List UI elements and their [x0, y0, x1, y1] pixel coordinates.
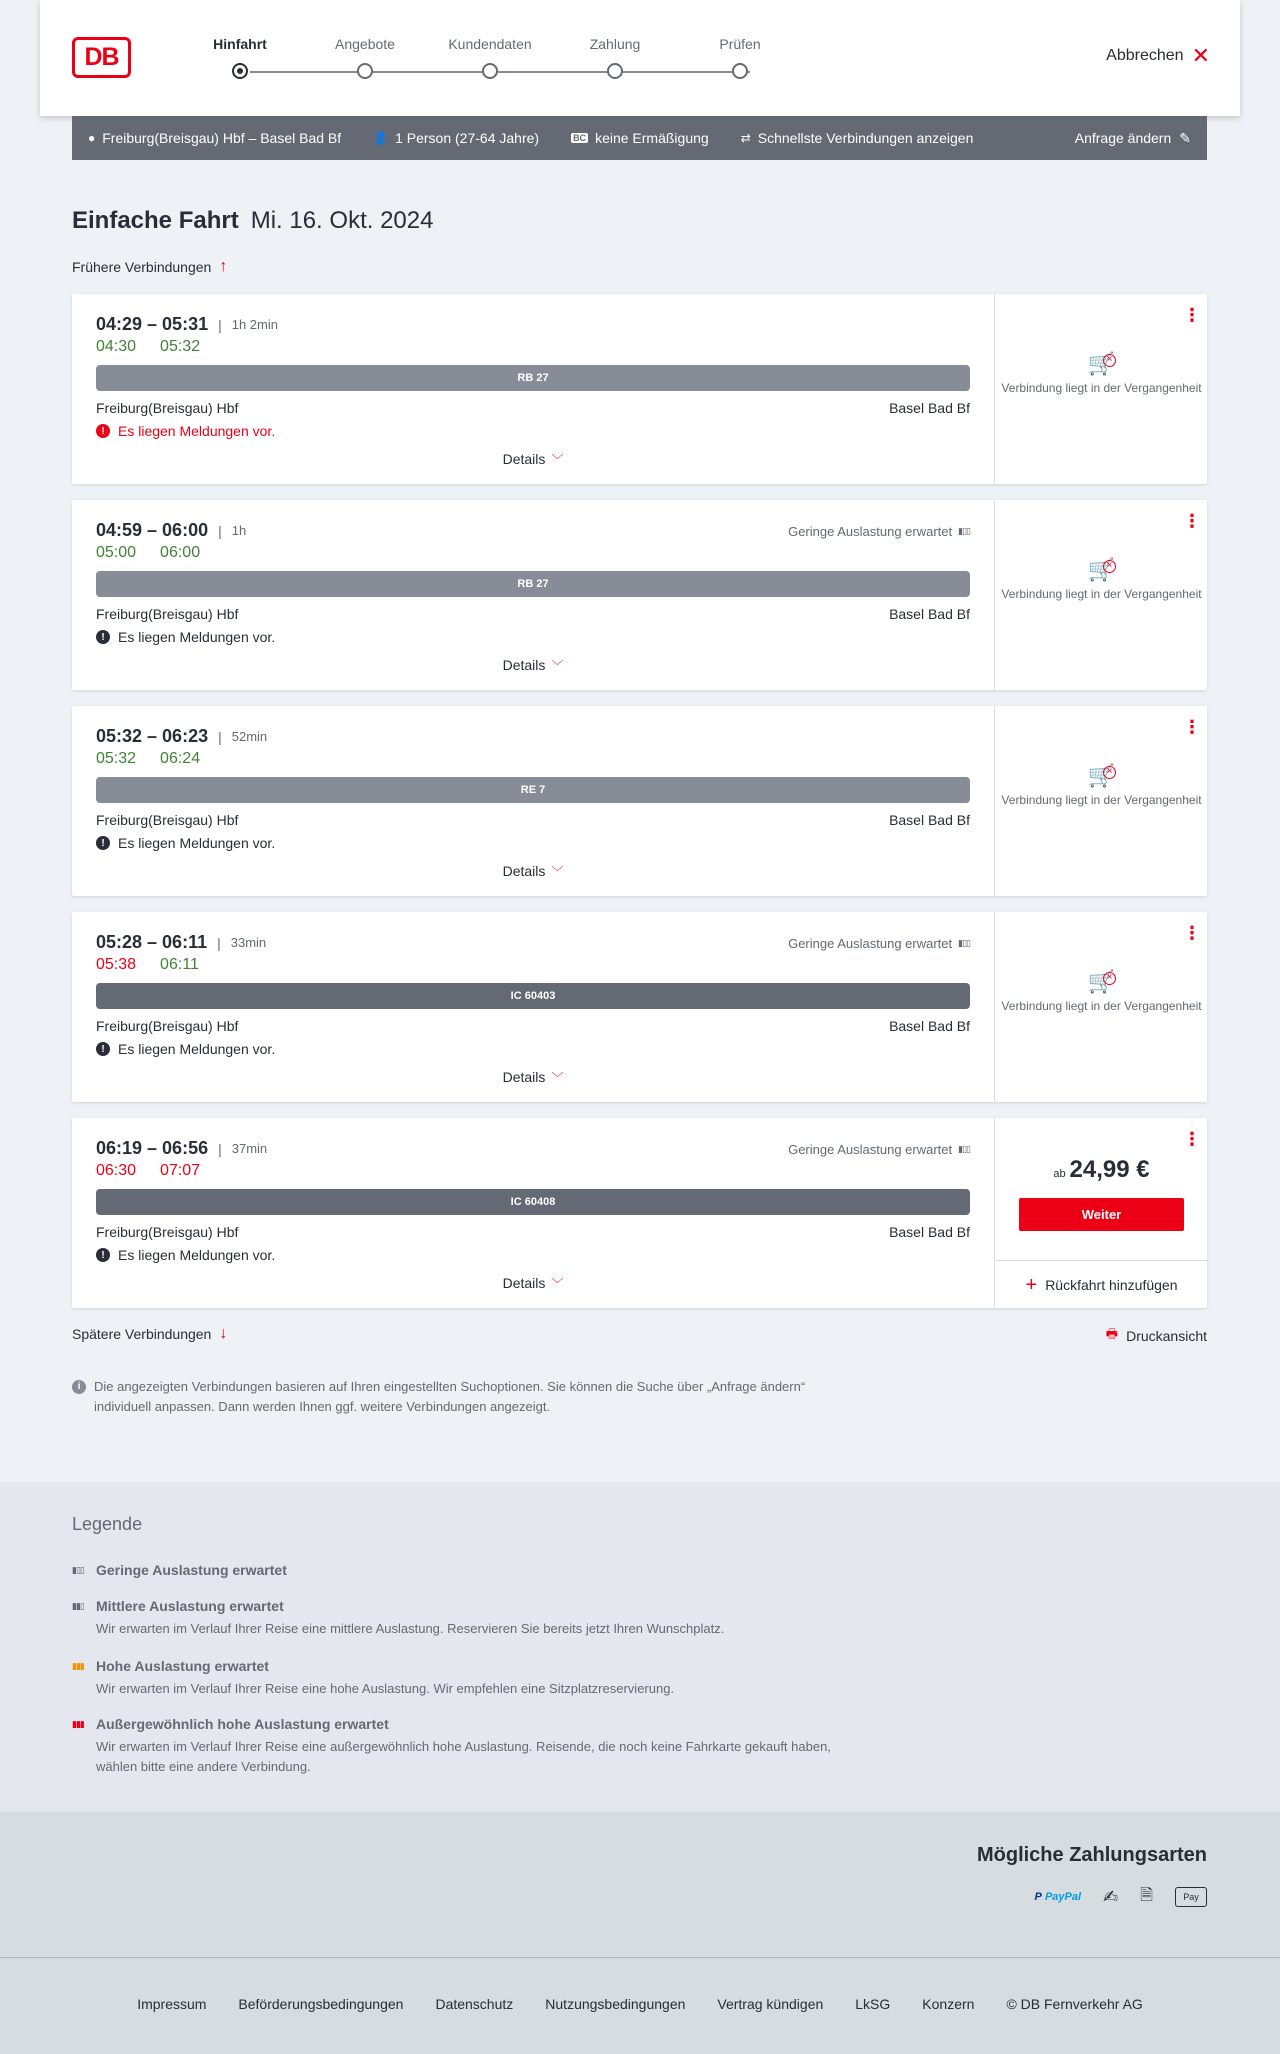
details-toggle[interactable]: [72, 657, 994, 674]
later-connections-label: Spätere Verbindungen: [72, 1326, 212, 1342]
train-bar[interactable]: IC 60403: [96, 983, 970, 1009]
more-options-icon[interactable]: ⋮: [1183, 1129, 1201, 1149]
step-label: Angebote: [335, 36, 395, 52]
cancel-label: Abbrechen: [1106, 47, 1184, 64]
cancel-button[interactable]: [1106, 43, 1210, 68]
search-summary-bar: [72, 116, 1207, 160]
past-connection-text: Verbindung liegt in der Vergangenheit: [1001, 999, 1202, 1013]
schedule-text: 04:29 – 05:31: [96, 314, 209, 334]
alert-icon: !: [96, 1042, 110, 1056]
connection-card: [72, 500, 1207, 690]
stations: [96, 1224, 970, 1240]
offer-panel: [994, 1118, 1207, 1308]
person-icon: 👤: [373, 131, 389, 145]
footer-link-lksg[interactable]: LkSG: [855, 1996, 891, 2012]
location-pin-icon: ●: [88, 131, 96, 145]
offer-panel: [994, 500, 1207, 690]
legend-item: [72, 1562, 852, 1578]
footer: [0, 1957, 1280, 2054]
details-toggle[interactable]: [72, 451, 994, 468]
search-option-summary: [741, 130, 974, 146]
duration: 1h: [231, 523, 247, 538]
step-dot: [732, 63, 748, 79]
footer-link-vertrag-kuendigen[interactable]: Vertrag kündigen: [717, 1996, 824, 2012]
occupancy-exceptional-icon: ▮▮▮: [72, 1718, 84, 1729]
step-dot: [357, 63, 373, 79]
print-view-label: Druckansicht: [1126, 1328, 1207, 1344]
stations: [96, 812, 970, 828]
details-toggle[interactable]: [72, 1275, 994, 1292]
connection-card: [72, 912, 1207, 1102]
legend-item: [72, 1658, 852, 1699]
origin-station: Freiburg(Breisgau) Hbf: [96, 1018, 239, 1034]
occupancy-text: Geringe Auslastung erwartet: [788, 936, 953, 951]
earlier-connections-link[interactable]: [72, 258, 227, 276]
trip-date: Mi. 16. Okt. 2024: [250, 207, 434, 234]
realtime-departure: 05:00: [96, 544, 137, 561]
footer-link-befoerderungsbedingungen[interactable]: Beförderungsbedingungen: [238, 1996, 404, 2012]
divider: |: [218, 316, 222, 333]
origin-station: Freiburg(Breisgau) Hbf: [96, 812, 239, 828]
past-connection-notice: [995, 763, 1208, 808]
chevron-down-icon: ﹀: [551, 453, 564, 467]
cart-unavailable-icon: 🛒 ×: [995, 562, 1208, 578]
destination-station: Basel Bad Bf: [889, 400, 970, 416]
realtime-departure: 06:30: [96, 1162, 137, 1179]
arrow-down-icon: ↓: [219, 1325, 228, 1342]
details-label: Details: [502, 657, 546, 673]
origin-station: Freiburg(Breisgau) Hbf: [96, 1224, 239, 1240]
past-connection-text: Verbindung liegt in der Vergangenheit: [1001, 793, 1202, 807]
earlier-connections-label: Frühere Verbindungen: [72, 259, 212, 275]
pencil-icon: ✎: [1179, 129, 1191, 146]
occupancy-text: Geringe Auslastung erwartet: [788, 524, 953, 539]
disruption-message: [96, 835, 275, 851]
sepa-icon: 🗎: [1140, 1886, 1153, 1904]
legend-description: Wir erwarten im Verlauf Ihrer Reise eine mittlere Auslastung. Reservieren Sie bereits jetzt Ihren Wunschplatz.: [96, 1621, 725, 1636]
continue-button[interactable]: Weiter: [1019, 1198, 1184, 1231]
alert-icon: !: [96, 424, 110, 438]
occupancy-low-icon: ▮▯▯: [958, 938, 970, 948]
duration: 1h 2min: [231, 317, 278, 332]
connection-details: [72, 912, 994, 1102]
plus-icon: +: [1025, 1273, 1038, 1296]
connection-details: [72, 500, 994, 690]
page-title: [72, 207, 433, 235]
price-value: 24,99 €: [1069, 1156, 1150, 1183]
connection-details: [72, 706, 994, 896]
chevron-down-icon: ﹀: [551, 1277, 564, 1291]
details-label: Details: [502, 1069, 546, 1085]
footer-link-konzern[interactable]: Konzern: [922, 1996, 975, 2012]
change-request-button[interactable]: [1075, 130, 1191, 147]
payment-icons: [1035, 1887, 1207, 1907]
connection-card: [72, 294, 1207, 484]
realtime-arrival: 06:24: [160, 750, 201, 767]
header: [40, 0, 1240, 116]
discount-summary: [571, 130, 709, 146]
origin-station: Freiburg(Breisgau) Hbf: [96, 606, 239, 622]
realtime-times: [96, 338, 200, 356]
step-kundendaten[interactable]: [430, 36, 550, 79]
more-options-icon[interactable]: ⋮: [1183, 717, 1201, 737]
stations: [96, 606, 970, 622]
route-text: Freiburg(Breisgau) Hbf – Basel Bad Bf: [102, 130, 342, 146]
occupancy-indicator: [788, 936, 970, 951]
occupancy-text: Geringe Auslastung erwartet: [788, 1142, 953, 1157]
connection-card: [72, 706, 1207, 896]
origin-station: Freiburg(Breisgau) Hbf: [96, 400, 239, 416]
schedule-text: 06:19 – 06:56: [96, 1138, 209, 1158]
legend-item: [72, 1598, 852, 1639]
occupancy-medium-icon: ▮▮▯: [72, 1600, 84, 1611]
more-options-icon[interactable]: ⋮: [1183, 511, 1201, 531]
message-text: Es liegen Meldungen vor.: [118, 1041, 276, 1057]
connection-details: [72, 1118, 994, 1308]
train-bar[interactable]: RB 27: [96, 571, 970, 597]
step-pruefen[interactable]: [680, 36, 800, 79]
printer-icon: 🖶: [1105, 1326, 1119, 1341]
legend-item: [72, 1716, 852, 1777]
step-dot: [482, 63, 498, 79]
occupancy-indicator: [788, 1142, 970, 1157]
train-bar[interactable]: RB 27: [96, 365, 970, 391]
realtime-departure: 05:32: [96, 750, 137, 767]
realtime-times: [96, 956, 199, 974]
scheduled-times: [96, 932, 266, 953]
step-hinfahrt[interactable]: [180, 36, 300, 79]
cart-unavailable-icon: 🛒 ×: [995, 768, 1208, 784]
legend-label: Hohe Auslastung erwartet: [96, 1658, 269, 1674]
footer-links: [0, 1996, 1280, 2012]
arrow-up-icon: ↑: [219, 258, 228, 275]
message-text: Es liegen Meldungen vor.: [118, 423, 276, 439]
disruption-message: [96, 1247, 275, 1263]
occupancy-low-icon: ▮▯▯: [958, 526, 970, 536]
realtime-arrival: 05:32: [160, 338, 201, 355]
db-logo[interactable]: DB: [72, 37, 131, 78]
info-icon: i: [72, 1380, 86, 1394]
realtime-times: [96, 750, 200, 768]
message-text: Es liegen Meldungen vor.: [118, 629, 276, 645]
info-notice: [72, 1377, 852, 1417]
destination-station: Basel Bad Bf: [889, 812, 970, 828]
realtime-departure: 04:30: [96, 338, 137, 355]
divider: |: [218, 728, 222, 745]
destination-station: Basel Bad Bf: [889, 606, 970, 622]
train-bar[interactable]: IC 60408: [96, 1189, 970, 1215]
details-label: Details: [502, 863, 546, 879]
details-toggle[interactable]: [72, 863, 994, 880]
details-label: Details: [502, 1275, 546, 1291]
step-dot: [232, 63, 248, 79]
route-summary: [88, 130, 341, 146]
legend-label: Mittlere Auslastung erwartet: [96, 1598, 284, 1614]
price: [995, 1156, 1208, 1184]
message-text: Es liegen Meldungen vor.: [118, 835, 276, 851]
footer-link-datenschutz[interactable]: Datenschutz: [435, 1996, 514, 2012]
disruption-message: [96, 423, 275, 439]
paypal-icon: P PayPal: [1034, 1891, 1082, 1903]
occupancy-high-icon: ▮▮▮: [72, 1660, 84, 1671]
footer-copyright: © DB Fernverkehr AG: [1006, 1996, 1143, 2012]
price-prefix: ab: [1053, 1168, 1066, 1180]
realtime-arrival: 06:00: [160, 544, 201, 561]
cart-unavailable-icon: 🛒 ×: [995, 974, 1208, 990]
travellers-text: 1 Person (27-64 Jahre): [395, 130, 540, 146]
close-icon: ✕: [1191, 43, 1210, 68]
change-request-label: Anfrage ändern: [1074, 130, 1172, 146]
legend-description: Wir erwarten im Verlauf Ihrer Reise eine außergewöhnlich hohe Auslastung. Reisende, die noch keine Fahrkarte gekauft haben, wählen bitte eine andere Verbindung.: [96, 1739, 831, 1774]
scheduled-times: [96, 726, 267, 747]
duration: 37min: [231, 1141, 268, 1156]
add-return-label: Rückfahrt hinzufügen: [1045, 1276, 1178, 1293]
bahncard-icon: BC: [573, 133, 587, 143]
divider: |: [218, 1140, 222, 1157]
later-connections-link[interactable]: [72, 1325, 227, 1343]
add-return-trip-button[interactable]: [995, 1260, 1208, 1308]
info-text: Die angezeigten Verbindungen basieren auf Ihren eingestellten Suchoptionen. Sie können die Suche über „Anfrage ändern“ individuell anpassen. Dann werden Ihnen ggf. weitere Verbindungen angezeigt.: [94, 1379, 806, 1414]
footer-link-nutzungsbedingungen[interactable]: Nutzungsbedingungen: [545, 1996, 686, 2012]
step-label: Prüfen: [719, 36, 761, 52]
divider: |: [217, 934, 221, 951]
past-connection-notice: [995, 351, 1208, 396]
past-connection-notice: [995, 557, 1208, 602]
progress-stepper: [180, 36, 780, 86]
disruption-message: [96, 1041, 275, 1057]
alert-icon: !: [96, 1248, 110, 1262]
search-option-text: Schnellste Verbindungen anzeigen: [757, 130, 974, 146]
schedule-text: 05:28 – 06:11: [96, 932, 208, 952]
divider: |: [218, 522, 222, 539]
scheduled-times: [96, 520, 246, 541]
footer-link-impressum[interactable]: Impressum: [137, 1996, 207, 2012]
trip-type: Einfache Fahrt: [72, 207, 239, 234]
past-connection-text: Verbindung liegt in der Vergangenheit: [1001, 587, 1202, 601]
offer-panel: [994, 912, 1207, 1102]
connection-card: [72, 1118, 1207, 1308]
paypal-label: PayPal: [1044, 1891, 1082, 1903]
payment-methods-section: [0, 1812, 1280, 1957]
step-label: Hinfahrt: [213, 36, 267, 52]
realtime-arrival: 06:11: [160, 956, 199, 973]
step-zahlung[interactable]: [555, 36, 675, 79]
past-connection-text: Verbindung liegt in der Vergangenheit: [1001, 381, 1202, 395]
realtime-arrival: 07:07: [160, 1162, 201, 1179]
apple-pay-icon: Pay: [1175, 1887, 1207, 1907]
more-options-icon[interactable]: ⋮: [1183, 305, 1201, 325]
realtime-times: [96, 1162, 200, 1180]
offer-panel: [994, 294, 1207, 484]
connection-details: [72, 294, 994, 484]
cart-unavailable-icon: 🛒 ×: [995, 356, 1208, 372]
chevron-down-icon: ﹀: [551, 659, 564, 673]
legend-description: Wir erwarten im Verlauf Ihrer Reise eine hohe Auslastung. Wir empfehlen eine Sitzplatzreservierung.: [96, 1681, 675, 1696]
offer-panel: [994, 706, 1207, 896]
alert-icon: !: [96, 836, 110, 850]
schedule-text: 04:59 – 06:00: [96, 520, 209, 540]
schedule-text: 05:32 – 06:23: [96, 726, 209, 746]
destination-station: Basel Bad Bf: [889, 1224, 970, 1240]
past-connection-notice: [995, 969, 1208, 1014]
message-text: Es liegen Meldungen vor.: [118, 1247, 276, 1263]
legend-title: Legende: [72, 1514, 143, 1534]
step-label: Zahlung: [589, 36, 641, 52]
step-angebote[interactable]: [305, 36, 425, 79]
details-toggle[interactable]: [72, 1069, 994, 1086]
scheduled-times: [96, 314, 278, 335]
step-label: Kundendaten: [448, 36, 532, 52]
duration: 52min: [231, 729, 268, 744]
duration: 33min: [230, 935, 267, 950]
train-bar[interactable]: RE 7: [96, 777, 970, 803]
print-view-link[interactable]: [1106, 1325, 1207, 1347]
chevron-down-icon: ﹀: [551, 1071, 564, 1085]
disruption-message: [96, 629, 275, 645]
occupancy-low-icon: ▮▯▯: [958, 1144, 970, 1154]
occupancy-low-icon: ▮▯▯: [72, 1564, 84, 1575]
legend-label: Außergewöhnlich hohe Auslastung erwartet: [96, 1716, 389, 1732]
travellers-summary: [373, 130, 539, 146]
more-options-icon[interactable]: ⋮: [1183, 923, 1201, 943]
step-dot: [607, 63, 623, 79]
legend-section: [0, 1482, 1280, 1812]
details-label: Details: [502, 451, 546, 467]
scheduled-times: [96, 1138, 267, 1159]
realtime-times: [96, 544, 200, 562]
swap-arrows-icon: ⇄: [740, 131, 751, 145]
destination-station: Basel Bad Bf: [889, 1018, 970, 1034]
chevron-down-icon: ﹀: [551, 865, 564, 879]
discount-text: keine Ermäßigung: [595, 130, 709, 146]
stations: [96, 1018, 970, 1034]
realtime-departure: 05:38: [96, 956, 137, 973]
alert-icon: !: [96, 630, 110, 644]
legend-label: Geringe Auslastung erwartet: [96, 1562, 287, 1578]
occupancy-indicator: [788, 524, 970, 539]
payment-title: Mögliche Zahlungsarten: [976, 1844, 1207, 1866]
stations: [96, 400, 970, 416]
credit-card-icon: ✍: [1103, 1886, 1119, 1907]
